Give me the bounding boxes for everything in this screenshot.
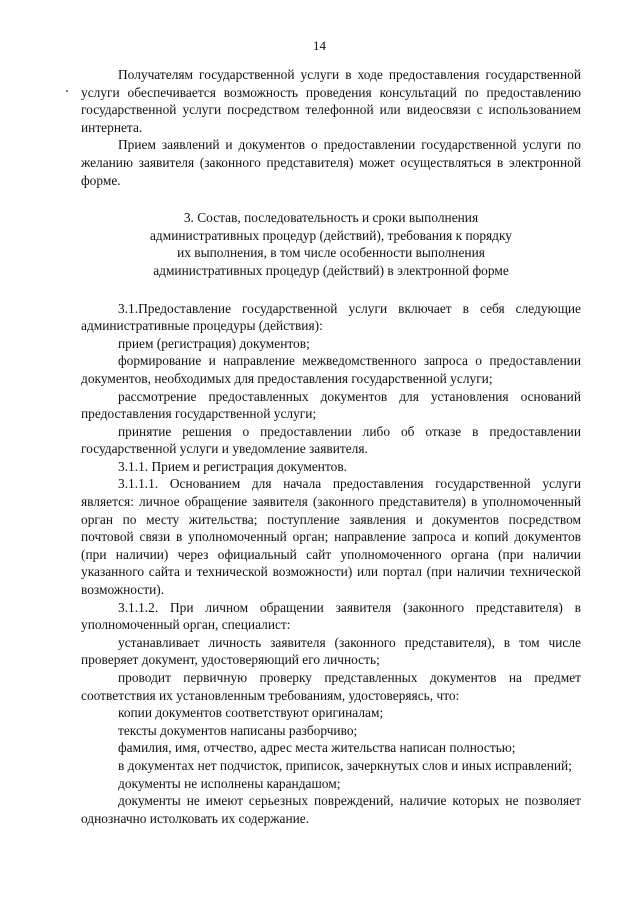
scan-speck	[66, 90, 68, 92]
paragraph-3-1-1-1: 3.1.1.1. Основанием для начала предоставления государственной услуги является: личное обращение заявителя (законного представителя) в уполномоченный орган по месту жительства; поступление заявления и документов посредством почтовой связи в уполномоченный орган; направление запроса и копий документов (при наличии) через официальный сайт уполномоченного органа (при наличии указанного сайта и технической возможности) или портал (при наличии технической возможности).	[81, 476, 581, 598]
list-item-reception: прием (регистрация) документов;	[118, 335, 310, 351]
document-body	[81, 66, 581, 827]
list-item-legible: тексты документов написаны разборчиво;	[118, 722, 358, 738]
section-heading-line: административных процедур (действий) в электронной форме	[153, 262, 509, 278]
section-heading-line: 3. Состав, последовательность и сроки выполнения	[183, 210, 479, 226]
list-item-primary-check: проводит первичную проверку представленных документов на предмет соответствия их установленным требованиям, удостоверяясь, что:	[81, 670, 581, 703]
list-item-no-pencil: документы не исполнены карандашом;	[118, 775, 341, 791]
list-item-identity: устанавливает личность заявителя (законного представителя), в том числе проверяет документ, удостоверяющий его личность;	[81, 634, 581, 668]
paragraph-3-1-1-2: 3.1.1.2. При личном обращении заявителя (законного представителя) в уполномоченный орган, специалист:	[81, 599, 581, 633]
list-item-copies: копии документов соответствуют оригиналам;	[118, 705, 384, 721]
list-item-interagency-request: формирование и направление межведомственного запроса о предоставлении документов, необходимых для предоставления государственной услуги;	[81, 353, 581, 386]
paragraph-3-1: 3.1.Предоставление государственной услуги включает в себя следующие административные процедуры (действия):	[81, 300, 581, 334]
list-item-review: рассмотрение предоставленных документов для установления оснований предоставления государственной услуги;	[81, 388, 581, 422]
paragraph-electronic-form: Прием заявлений и документов о предоставлении государственной услуги по желанию заявителя (законного представителя) может осуществляться в электронной форме.	[81, 137, 581, 188]
list-item-decision: принятие решения о предоставлении либо об отказе в предоставлении государственной услуги и уведомление заявителя.	[81, 423, 581, 457]
section-heading-line: их выполнения, в том числе особенности выполнения	[177, 245, 485, 261]
list-item-no-damage: документы не имеют серьезных повреждений, наличие которых не позволяет однозначно истолковать их содержание.	[81, 793, 581, 826]
list-item-no-corrections: в документах нет подчисток, приписок, зачеркнутых слов и иных исправлений;	[118, 757, 572, 773]
section-heading-line: административных процедур (действий), требования к порядку	[149, 227, 513, 243]
list-item-full-name: фамилия, имя, отчество, адрес места жительства написан полностью;	[118, 740, 516, 756]
section-heading	[81, 209, 581, 279]
paragraph-3-1-1: 3.1.1. Прием и регистрация документов.	[118, 458, 347, 474]
page-number: 14	[313, 38, 326, 53]
paragraph-consultations: Получателям государственной услуги в ходе предоставления государственной услуги обеспечивается возможность проведения консультаций по предоставлению государственной услуги посредством телефонной или видеосвязи с использованием интернета.	[81, 67, 581, 135]
